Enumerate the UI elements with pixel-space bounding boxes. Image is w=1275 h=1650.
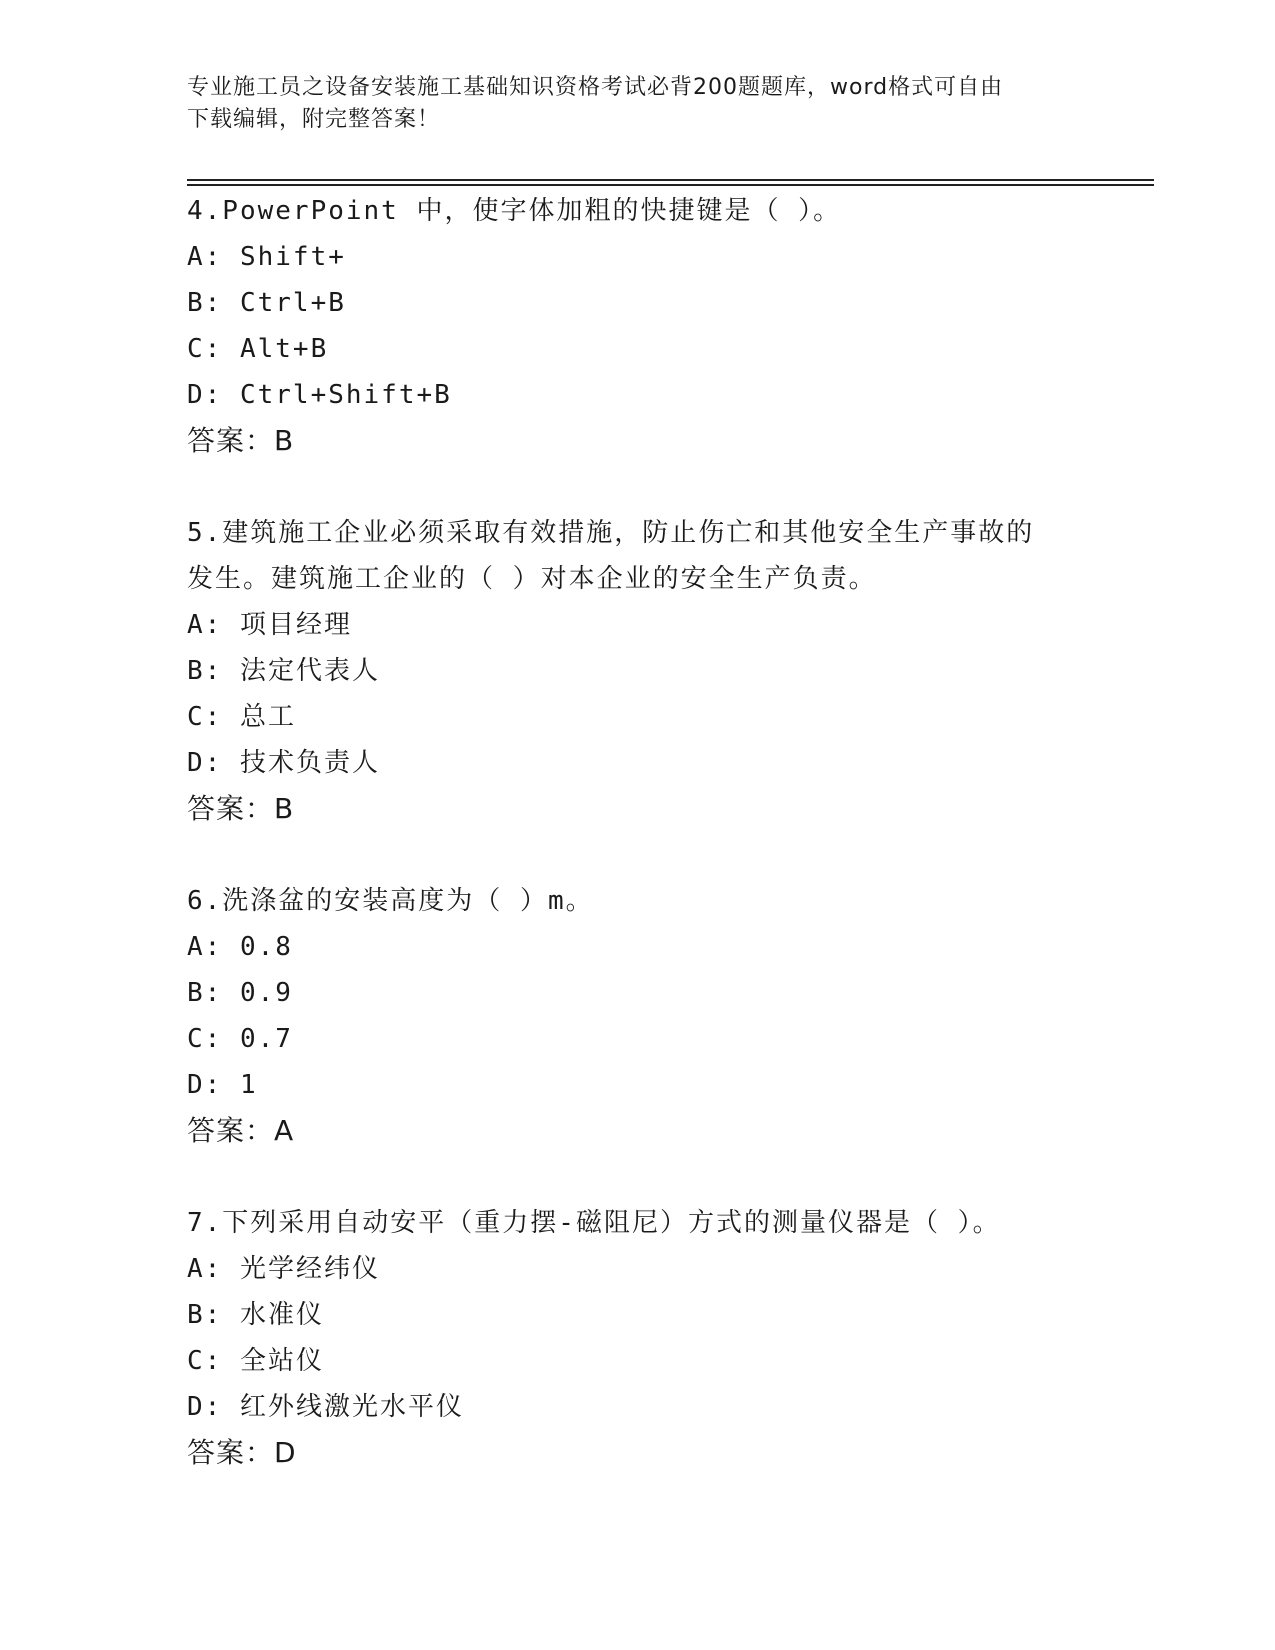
option-a: A: 项目经理: [187, 610, 352, 640]
question-stem: 6.洗涤盆的安装高度为（ ）m。: [187, 886, 594, 916]
question-7: [187, 1200, 1147, 1476]
answer-label: 答案：A: [187, 1114, 295, 1147]
option-b: B: Ctrl+B: [187, 288, 346, 318]
question-6: [187, 878, 1147, 1154]
option-c: C: 0.7: [187, 1024, 293, 1054]
header-divider-top: [187, 179, 1154, 181]
answer-label: 答案：B: [187, 424, 295, 457]
question-stem-continued: 发生。建筑施工企业的（ ）对本企业的安全生产负责。: [187, 564, 877, 594]
option-a: A: 0.8: [187, 932, 293, 962]
document-header: [187, 72, 1067, 136]
question-stem: 5.建筑施工企业必须采取有效措施，防止伤亡和其他安全生产事故的: [187, 518, 1035, 548]
option-d: D: 技术负责人: [187, 748, 380, 778]
header-divider-bottom: [187, 184, 1154, 186]
option-c: C: Alt+B: [187, 334, 329, 364]
option-c: C: 总工: [187, 702, 296, 732]
header-title-line-2: 下载编辑，附完整答案！: [187, 107, 441, 132]
option-a: A: 光学经纬仪: [187, 1254, 380, 1284]
option-b: B: 0.9: [187, 978, 293, 1008]
option-c: C: 全站仪: [187, 1346, 324, 1376]
option-a: A: Shift+: [187, 242, 346, 272]
option-b: B: 水准仪: [187, 1300, 324, 1330]
option-b: B: 法定代表人: [187, 656, 380, 686]
question-stem: 7.下列采用自动安平（重力摆-磁阻尼）方式的测量仪器是（ ）。: [187, 1208, 1001, 1238]
question-5: [187, 510, 1147, 832]
option-d: D: 红外线激光水平仪: [187, 1392, 464, 1422]
answer-label: 答案：D: [187, 1436, 297, 1469]
option-d: D: Ctrl+Shift+B: [187, 380, 452, 410]
question-list: [187, 188, 1147, 1522]
header-title-line-1: 专业施工员之设备安装施工基础知识资格考试必背200题题库，word格式可自由: [187, 75, 1004, 100]
question-4: [187, 188, 1147, 464]
option-d: D: 1: [187, 1070, 258, 1100]
answer-label: 答案：B: [187, 792, 295, 825]
question-stem: 4.PowerPoint 中，使字体加粗的快捷键是（ ）。: [187, 196, 842, 226]
